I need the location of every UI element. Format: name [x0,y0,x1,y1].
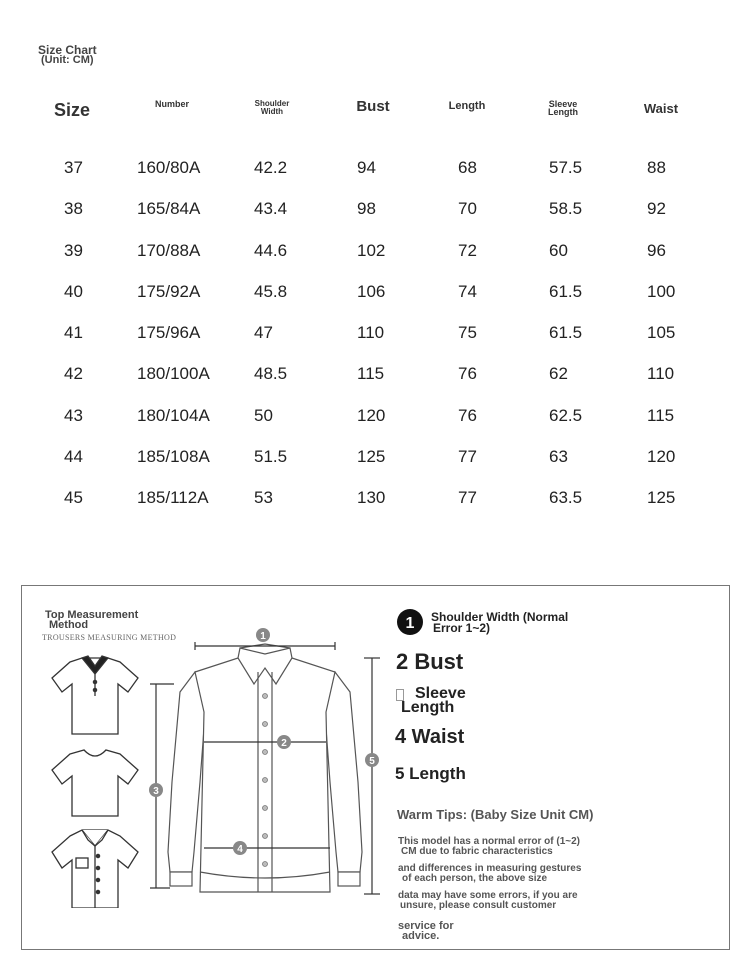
table-cell: 68 [458,158,477,177]
method-title-line2: Method [49,619,89,631]
marker-2-label: 2 [281,738,287,749]
table-cell: 43.4 [254,199,288,218]
method-title [45,610,138,630]
tip-3-line1: data may have some errors, if you are [398,890,578,901]
marker-1-label: 1 [260,631,266,642]
tip-2-line1: and differences in measuring gestures [398,863,582,874]
table-cell: 102 [357,241,386,260]
tip-paragraph-4 [398,921,454,941]
column-header-shoulder-width-line2: Width [260,107,284,116]
warm-tips-title: Warm Tips: (Baby Size Unit CM) [397,807,594,822]
legend-sleeve-line2: Length [401,699,455,716]
marker-4 [233,841,247,855]
table-cell: 185/108A [137,447,210,466]
table-cell: 61.5 [549,323,583,342]
table-cell: 96 [647,241,666,260]
legend-waist: 4 Waist [395,726,465,748]
table-cell: 170/88A [137,241,201,260]
table-cell: 120 [357,406,386,425]
chart-unit: (Unit: CM) [41,54,94,66]
size-cell: 41 [64,323,83,342]
column-header-shoulder-width-line1: Shoulder [254,99,290,108]
tip-1-line2: CM due to fabric characteristics [401,846,553,857]
marker-4-label: 4 [237,844,243,855]
column-header-sleeve-length-line1: Sleeve [548,99,578,109]
table-cell: 105 [647,323,676,342]
tip-1-line1: This model has a normal error of (1~2) [398,836,580,847]
table-cell: 77 [458,447,477,466]
marker-1 [256,628,270,642]
polo-shirt-icon [52,656,138,734]
table-cell: 92 [647,199,666,218]
table-cell: 58.5 [549,199,583,218]
column-header-bust: Bust [356,98,390,115]
shirt-measurement-diagram [140,622,390,907]
marker-5 [365,753,379,767]
column-header-size: Size [53,100,91,120]
legend-bust: 2 Bust [396,649,464,674]
table-cell: 175/96A [137,323,201,342]
column-header-sleeve-length [538,100,588,116]
legend-length: 5 Length [395,764,466,783]
table-cell: 63 [549,447,568,466]
table-cell: 60 [549,241,568,260]
column-header-sleeve-length-line2: Length [548,107,578,117]
table-cell: 57.5 [549,158,583,177]
table-cell: 160/80A [137,158,201,177]
size-cell: 37 [64,158,83,177]
table-cell: 62 [549,364,568,383]
legend-shoulder-width [431,612,568,634]
marker-5-label: 5 [369,756,375,767]
size-cell: 45 [64,488,83,507]
table-cell: 51.5 [254,447,288,466]
badge-number: 1 [405,615,415,632]
size-cell: 39 [64,241,83,260]
tip-4-line1: service for [398,920,454,932]
size-cell: 44 [64,447,83,466]
marker-2 [277,735,291,749]
table-cell: 76 [458,364,477,383]
tip-paragraph-3 [398,891,578,911]
table-cell: 180/100A [137,364,210,383]
tip-paragraph-2 [398,864,581,884]
tip-4-line2: advice. [402,930,440,942]
table-cell: 44.6 [254,241,288,260]
table-cell: 62.5 [549,406,583,425]
method-title-line1: Top Measurement [45,609,139,621]
legend-sleeve-line1: Sleeve [415,685,466,702]
dress-shirt-icon [168,644,362,892]
table-cell: 110 [357,323,385,342]
size-cell: 42 [64,364,83,383]
table-cell: 100 [647,282,676,301]
table-cell: 98 [357,199,376,218]
button-shirt-icon [52,830,138,908]
table-cell: 50 [254,406,273,425]
tshirt-icon [52,750,138,816]
column-header-shoulder-width [248,100,296,116]
table-cell: 72 [458,241,477,260]
table-cell: 45.8 [254,282,288,301]
shirt-illustrations [40,648,150,908]
column-header-number: Number [154,99,189,109]
tip-paragraph-1 [398,837,580,857]
table-cell: 185/112A [137,488,209,507]
table-cell: 75 [458,323,477,342]
table-cell: 74 [458,282,477,301]
size-cell: 40 [64,282,83,301]
table-cell: 77 [458,488,477,507]
legend-sleeve-length [401,687,466,715]
table-cell: 106 [357,282,386,301]
table-cell: 70 [458,199,477,218]
table-cell: 63.5 [549,488,583,507]
legend-shoulder-line2: Error 1~2) [433,621,491,635]
table-cell: 53 [254,488,273,507]
table-cell: 175/92A [137,282,201,301]
number-one-badge-icon [395,607,425,637]
table-cell: 88 [647,158,666,177]
method-subtitle: TROUSERS MEASURING METHOD [42,633,177,642]
chart-title: Size Chart [38,43,97,57]
table-cell: 165/84A [137,199,201,218]
table-cell: 125 [357,447,386,466]
table-cell: 130 [357,488,386,507]
legend-shoulder-line1: Shoulder Width (Normal [431,610,569,624]
size-cell: 38 [64,199,83,218]
table-cell: 47 [254,323,273,342]
tip-3-line2: unsure, please consult customer [400,900,557,911]
table-cell: 125 [647,488,676,507]
table-cell: 61.5 [549,282,583,301]
table-cell: 94 [357,158,376,177]
column-header-waist: Waist [643,101,679,116]
table-cell: 115 [647,406,675,425]
table-cell: 76 [458,406,477,425]
table-cell: 180/104A [137,406,210,425]
tip-2-line2: of each person, the above size [402,873,548,884]
table-cell: 48.5 [254,364,288,383]
marker-3 [149,783,163,797]
table-cell: 110 [647,364,675,383]
table-cell: 115 [357,364,385,383]
table-cell: 42.2 [254,158,288,177]
table-cell: 120 [647,447,676,466]
marker-3-label: 3 [153,786,159,797]
column-header-length: Length [448,100,486,112]
size-cell: 43 [64,406,83,425]
